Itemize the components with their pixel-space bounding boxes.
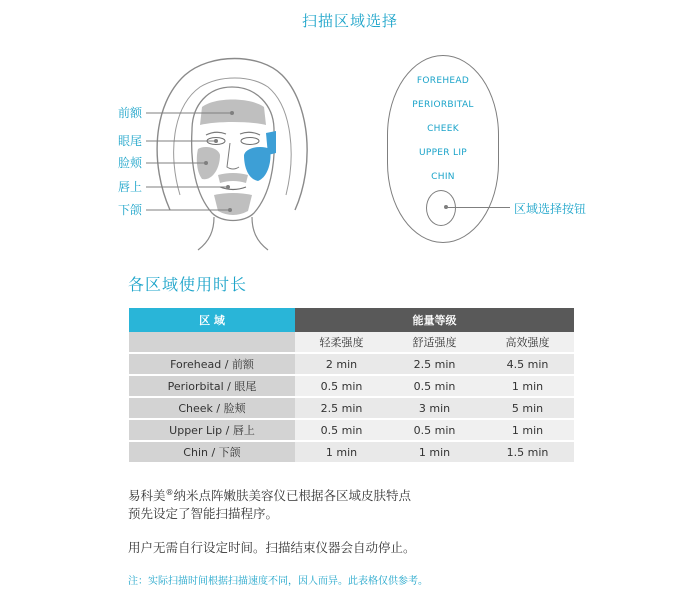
zone-option-cheek[interactable]: CHEEK	[427, 124, 459, 134]
row-zone: Upper Lip / 唇上	[129, 419, 295, 441]
header-energy-level: 能量等级	[295, 308, 574, 332]
table-row	[129, 375, 574, 397]
zone-option-chin[interactable]: CHIN	[431, 172, 455, 182]
level-comfort: 舒适强度	[388, 332, 481, 353]
table-row	[129, 419, 574, 441]
level-efficient: 高效强度	[481, 332, 574, 353]
cell-value: 1 min	[481, 375, 574, 397]
description-line-1-text: 纳米点阵嫩肤美容仪已根据各区域皮肤特点	[173, 488, 412, 504]
description-line-2: 预先设定了智能扫描程序。	[128, 506, 279, 521]
usage-section-title: 各区域使用时长	[128, 275, 248, 294]
face-label-forehead: 前额	[118, 106, 143, 120]
brand-name: 易科美	[128, 488, 166, 504]
cell-value: 1 min	[481, 419, 574, 441]
cell-value: 1 min	[295, 441, 388, 463]
description-line-3: 用户无需自行设定时间。扫描结束仪器会自动停止。	[128, 540, 416, 555]
cell-value: 0.5 min	[295, 375, 388, 397]
chin-zone	[214, 193, 252, 215]
description-line-1	[128, 483, 411, 506]
usage-time-table	[129, 308, 574, 464]
table-row	[129, 397, 574, 419]
row-zone: Forehead / 前额	[129, 353, 295, 375]
table-row	[129, 353, 574, 375]
face-label-periorbital: 眼尾	[118, 134, 143, 148]
row-zone: Cheek / 脸颊	[129, 397, 295, 419]
row-zone: Periorbital / 眼尾	[129, 375, 295, 397]
cell-value: 2.5 min	[295, 397, 388, 419]
zone-option-upper-lip[interactable]: UPPER LIP	[418, 148, 468, 158]
cell-value: 4.5 min	[481, 353, 574, 375]
cell-value: 0.5 min	[388, 419, 481, 441]
row-zone: Chin / 下颌	[129, 441, 295, 463]
zone-select-button[interactable]	[426, 190, 456, 226]
cell-value: 5 min	[481, 397, 574, 419]
table-row	[129, 441, 574, 463]
cell-value: 2 min	[295, 353, 388, 375]
cell-value: 0.5 min	[388, 375, 481, 397]
disclaimer-note: 注：实际扫描时间根据扫描速度不同，因人而异。此表格仅供参考。	[128, 576, 428, 587]
button-pointer-line	[446, 207, 510, 208]
face-label-upper-lip: 唇上	[118, 180, 143, 194]
cell-value: 3 min	[388, 397, 481, 419]
face-label-chin: 下颌	[118, 203, 143, 217]
zone-option-forehead[interactable]: FOREHEAD	[416, 76, 470, 86]
header-zone: 区 域	[129, 308, 295, 332]
cell-value: 0.5 min	[295, 419, 388, 441]
cell-value: 2.5 min	[388, 353, 481, 375]
cell-value: 1 min	[388, 441, 481, 463]
level-gentle: 轻柔强度	[295, 332, 388, 353]
face-label-cheek: 脸颊	[118, 156, 143, 170]
scan-section-title: 扫描区域选择	[301, 12, 398, 30]
cell-value: 1.5 min	[481, 441, 574, 463]
subheader-blank	[129, 332, 295, 353]
zone-option-periorbital[interactable]: PERIORBITAL	[412, 100, 474, 110]
button-callout-label: 区域选择按钮	[514, 202, 587, 216]
face-illustration	[110, 45, 350, 255]
registered-mark: ®	[165, 488, 174, 497]
